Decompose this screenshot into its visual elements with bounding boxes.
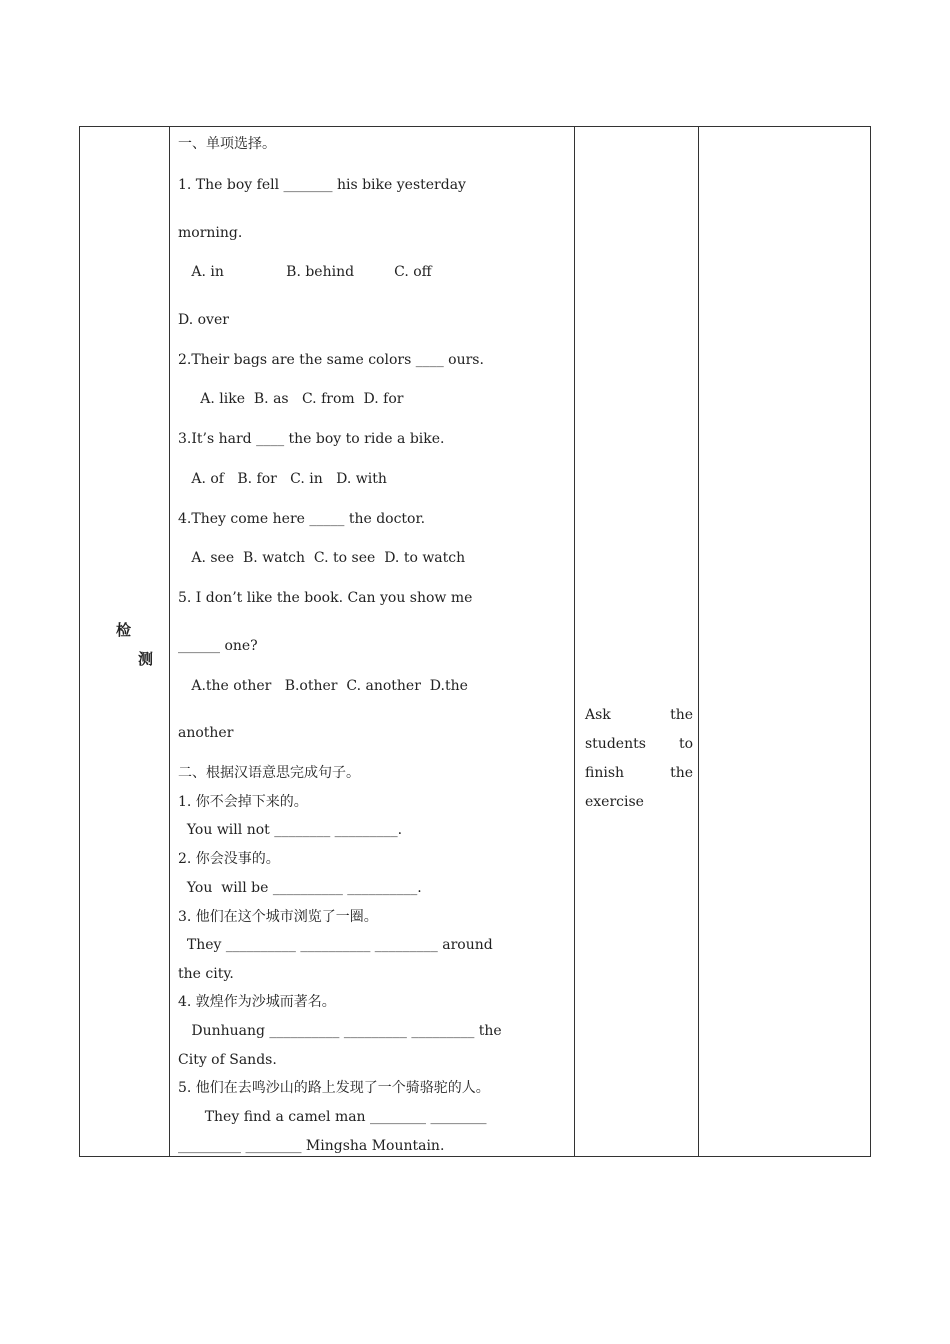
exercise-line: A. see B. watch C. to see D. to watch — [178, 550, 466, 566]
exercise-line: 一、单项选择。 — [178, 136, 276, 152]
exercise-line: 2.Their bags are the same colors ____ ours. — [178, 352, 484, 368]
note-word: finish — [585, 765, 625, 781]
exercise-line: They __________ __________ _________ around — [178, 937, 493, 953]
exercise-line: the city. — [178, 966, 234, 982]
exercise-line: A.the other B.other C. another D.the — [178, 678, 468, 694]
note-row — [585, 736, 693, 756]
note-word: the — [670, 707, 693, 723]
exercise-line: 5. 他们在去鸣沙山的路上发现了一个骑骆驼的人。 — [178, 1080, 490, 1096]
lesson-table — [79, 126, 871, 1157]
exercise-line: 2. 你会没事的。 — [178, 851, 280, 867]
exercise-line: They find a camel man ________ ________ — [178, 1109, 487, 1125]
section-label-char: 检 — [116, 621, 132, 639]
exercise-line: Dunhuang __________ _________ _________ the — [178, 1023, 502, 1039]
exercise-line: 二、根据汉语意思完成句子。 — [178, 765, 360, 781]
exercise-line: 4.They come here _____ the doctor. — [178, 511, 426, 527]
exercise-line: A. in B. behind C. off — [178, 264, 432, 280]
note-row — [585, 765, 693, 785]
note-word: exercise — [585, 794, 644, 810]
exercise-line: 3.It’s hard ____ the boy to ride a bike. — [178, 431, 445, 447]
note-word: Ask — [585, 707, 611, 723]
note-row — [585, 794, 693, 814]
exercise-line: 5. I don’t like the book. Can you show me — [178, 590, 473, 606]
exercise-line: _________ ________ Mingsha Mountain. — [178, 1138, 445, 1154]
column-divider — [169, 127, 170, 1156]
exercise-line: 4. 敦煌作为沙城而著名。 — [178, 994, 336, 1010]
note-row — [585, 707, 693, 727]
exercise-line: City of Sands. — [178, 1052, 277, 1068]
column-divider — [574, 127, 575, 1156]
note-word: students — [585, 736, 646, 752]
exercise-line: another — [178, 725, 234, 741]
exercise-line: You will not ________ _________. — [178, 822, 403, 838]
exercise-line: You will be __________ __________. — [178, 880, 422, 896]
exercise-line: morning. — [178, 225, 243, 241]
exercise-line: D. over — [178, 312, 229, 328]
section-label-char: 测 — [138, 650, 154, 668]
exercise-line: A. like B. as C. from D. for — [178, 391, 404, 407]
column-divider — [698, 127, 699, 1156]
exercise-line: 1. 你不会掉下来的。 — [178, 794, 308, 810]
exercise-line: 3. 他们在这个城市浏览了一圈。 — [178, 909, 378, 925]
note-word: to — [678, 736, 693, 752]
note-word: the — [670, 765, 693, 781]
exercise-line: A. of B. for C. in D. with — [178, 471, 387, 487]
exercise-line: 1. The boy fell _______ his bike yesterday — [178, 177, 466, 193]
exercise-line: ______ one? — [178, 638, 258, 654]
